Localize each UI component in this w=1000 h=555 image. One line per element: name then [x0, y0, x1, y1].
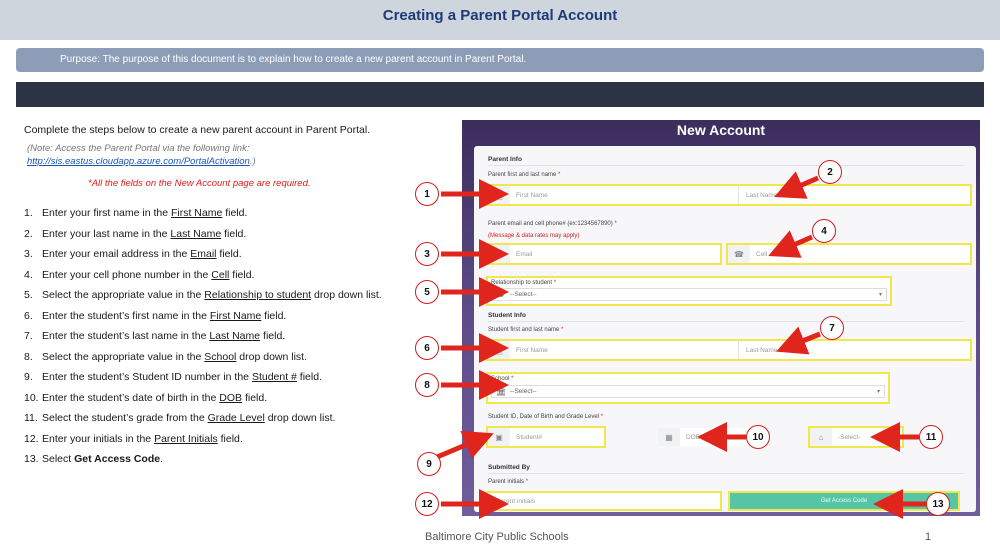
sms-rates-note: (Message & data rates may apply): [488, 233, 580, 239]
step-item: 13. Select Get Access Code.: [24, 453, 164, 465]
get-access-code-button[interactable]: Get Access Code: [728, 491, 960, 511]
cell-placeholder: Cell: [756, 250, 768, 258]
parent-name-label: Parent first and last name *: [488, 172, 561, 178]
graduation-cap-icon: ⌂: [810, 428, 832, 446]
email-placeholder: Email: [516, 250, 533, 258]
relationship-label: Relationship to student *: [491, 280, 557, 286]
student-first-name-input[interactable]: First Name: [516, 346, 548, 354]
arrow-7: [790, 334, 820, 346]
relationship-select-value: --Select--: [510, 291, 537, 298]
arrow-2: [788, 178, 818, 191]
parent-contact-label: Parent email and cell phone# (ex:1234567890) *: [488, 221, 617, 227]
callout-12: 12: [415, 492, 439, 516]
callout-13: 13: [926, 492, 950, 516]
chevron-down-icon: ▾: [876, 389, 880, 395]
callout-9: 9: [417, 452, 441, 476]
parent-first-name-input[interactable]: First Name: [516, 191, 548, 199]
student-last-name-input[interactable]: Last Name: [746, 346, 778, 354]
step-item: 4. Enter your cell phone number in the Cell field.: [24, 268, 255, 281]
callout-5: 5: [415, 280, 439, 304]
school-select-value: --Select--: [510, 388, 537, 395]
student-info-heading: Student Info: [488, 312, 526, 319]
step-item: 7. Enter the student’s last name in the Last Name field.: [24, 330, 286, 342]
access-note-prefix: (Note: Access the Parent Portal via the following link:: [27, 143, 250, 154]
school-label: School *: [491, 376, 514, 382]
purpose-banner: Purpose: The purpose of this document is to explain how to create a new parent account in Parent Portal.: [16, 48, 984, 72]
step-item: 2. Enter your last name in the Last Name field.: [24, 227, 247, 240]
person-icon: 👤︎: [488, 341, 510, 359]
submitted-by-heading: Submitted By: [488, 464, 530, 471]
new-account-title: New Account: [676, 122, 766, 138]
page-number: 1: [925, 531, 932, 543]
step-item: 11. Select the student’s grade from the Grade Level drop down list.: [24, 412, 336, 424]
footer-organization: Baltimore City Public Schools: [425, 531, 569, 543]
step-item: 9. Enter the student’s Student ID number in the Student # field.: [24, 371, 322, 383]
dob-placeholder: DOB: [686, 433, 701, 441]
arrow-9: [437, 439, 480, 457]
student-name-label: Student first and last name *: [488, 327, 564, 333]
callout-8: 8: [415, 373, 439, 397]
portal-activation-link[interactable]: http://sis.eastus.cloudapp.azure.com/PortalActivation: [27, 156, 250, 167]
student-id-label: Student ID, Date of Birth and Grade Level *: [488, 414, 604, 420]
callout-11: 11: [919, 425, 943, 449]
parent-last-name-input[interactable]: Last Name: [746, 191, 778, 199]
step-item: 12. Enter your initials in the Parent Initials field.: [24, 432, 243, 445]
required-fields-note: *All the fields on the New Account page are required.: [88, 178, 311, 189]
step-item: 5. Select the appropriate value in the Relationship to student drop down list.: [24, 289, 382, 301]
step-item: 3. Enter your email address in the Email field.: [24, 248, 242, 260]
step-item: 8. Select the appropriate value in the School drop down list.: [24, 350, 308, 363]
grade-level-placeholder: -Select-: [838, 433, 861, 441]
parent-info-heading: Parent Info: [488, 156, 522, 163]
phone-icon: ☎︎: [728, 245, 750, 263]
person-icon: 👤︎: [488, 186, 510, 204]
callout-2: 2: [818, 160, 842, 184]
arrow-4: [782, 237, 812, 250]
parent-initials-placeholder: Parent initials: [496, 497, 536, 505]
callout-3: 3: [415, 242, 439, 266]
student-id-placeholder: Student#: [516, 433, 543, 441]
step-item: 6. Enter the student’s first name in the First Name field.: [24, 309, 287, 322]
school-icon: 🏛︎: [495, 387, 507, 396]
callout-10: 10: [746, 425, 770, 449]
people-icon: ⚉: [497, 290, 505, 299]
chevron-down-icon: ▾: [878, 292, 882, 298]
step-item: 10. Enter the student’s date of birth in the DOB field.: [24, 391, 268, 404]
id-card-icon: ▣: [488, 428, 510, 446]
parent-initials-label: Parent initials *: [488, 479, 529, 485]
step-item: 1. Enter your first name in the First Name field.: [24, 207, 248, 219]
document-title: Creating a Parent Portal Account: [382, 7, 618, 24]
callout-7: 7: [820, 316, 844, 340]
callout-4: 4: [812, 219, 836, 243]
callout-1: 1: [415, 182, 439, 206]
intro-text: Complete the steps below to create a new parent account in Parent Portal.: [24, 124, 371, 136]
callout-6: 6: [415, 336, 439, 360]
at-sign-icon: @: [488, 245, 510, 263]
access-note-suffix: .): [249, 156, 256, 167]
calendar-icon: ▦: [658, 428, 680, 446]
